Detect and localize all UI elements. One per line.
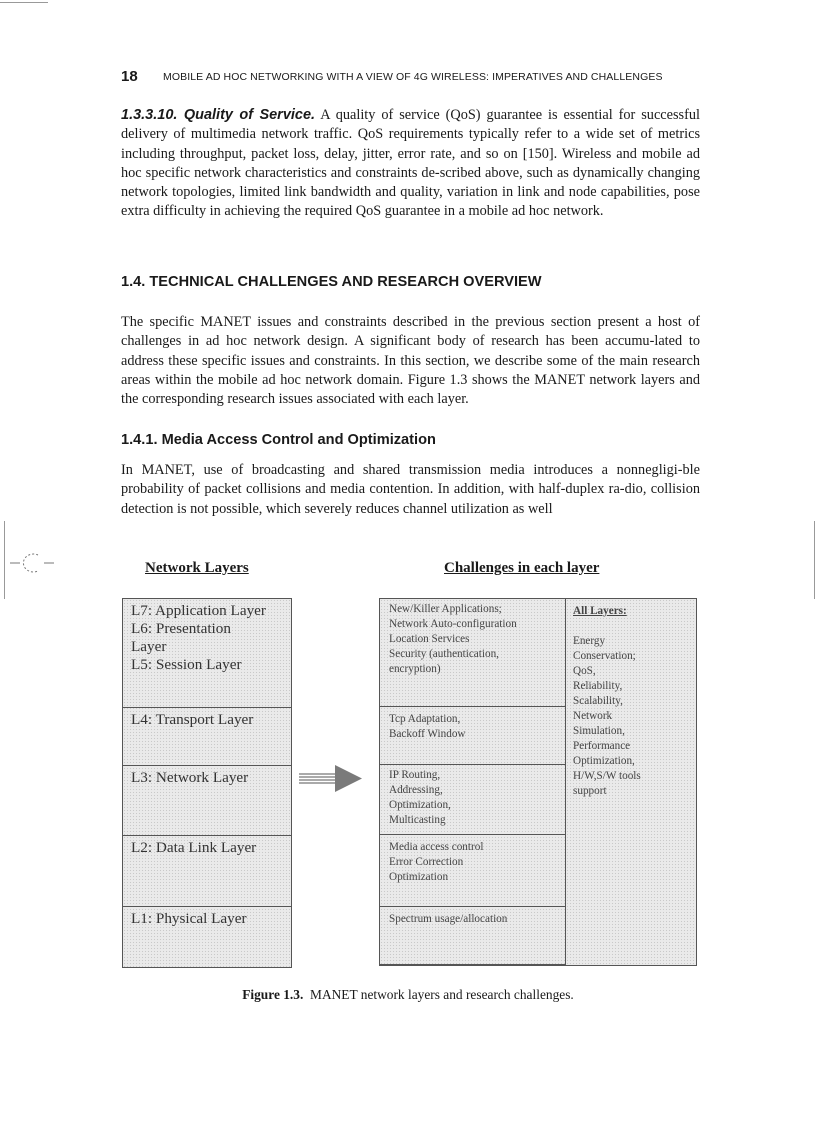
challenge-item: encryption): [389, 663, 441, 675]
qos-line: and quality, variation in link and node capabilities, pose extra difficulty in achieving the: [121, 184, 700, 220]
all-layers-column: [565, 599, 697, 965]
all-layers-item: Network: [573, 710, 613, 722]
all-layers-item: H/W,S/W tools: [573, 770, 641, 782]
section-paragraph: [121, 313, 700, 409]
layer-transport: L4: Transport Layer: [123, 708, 291, 766]
challenge-item: Network Auto-configuration: [389, 618, 517, 630]
section-line: lated to address these specific issues and constraints. In this section, we describe some of: [121, 333, 700, 369]
challenge-item: Spectrum usage/allocation: [389, 913, 508, 925]
qos-line: A quality of service (QoS) guarantee is essential for: [320, 107, 636, 123]
figure-caption-text: MANET network layers and research challenges.: [310, 987, 574, 1002]
challenge-item: Security (authentication,: [389, 648, 499, 660]
layer-data-link: L2: Data Link Layer: [123, 836, 291, 907]
challenge-item: Location Services: [389, 633, 470, 645]
challenge-item: Tcp Adaptation,: [389, 713, 461, 725]
all-layers-item: Simulation,: [573, 725, 625, 737]
challenge-item: IP Routing,: [389, 769, 441, 781]
subsection-heading: 1.4.1. Media Access Control and Optimization: [121, 432, 436, 448]
challenges-heading: Challenges in each layer: [444, 560, 600, 576]
crop-mark-top-left: [0, 2, 48, 3]
figure-caption: [0, 987, 816, 1003]
all-layers-item: Energy: [573, 635, 606, 647]
challenge-item: Optimization,: [389, 799, 451, 811]
challenge-item: Backoff Window: [389, 728, 466, 740]
challenge-item: Addressing,: [389, 784, 443, 796]
subsection-paragraph: [121, 461, 700, 519]
network-layers-heading: Network Layers: [145, 560, 249, 576]
challenge-item: Error Correction: [389, 856, 464, 868]
all-layers-item: Optimization,: [573, 755, 635, 767]
section-line: The specific MANET issues and constraints described in the previous section present a host: [121, 314, 682, 330]
crop-mark-right: [814, 521, 815, 599]
section-line: the main research areas within the mobile ad hoc network domain. Figure 1.3 shows the: [121, 352, 700, 388]
all-layers-item: Performance: [573, 740, 631, 752]
layer-network: L3: Network Layer: [123, 766, 291, 836]
qos-subsection-title: 1.3.3.10. Quality of Service.: [121, 107, 316, 123]
section-line: of challenges in ad hoc network design. A significant body of research has been accumu-: [121, 314, 700, 350]
all-layers-title: All Layers:: [573, 605, 627, 617]
all-layers-item: Conservation;: [573, 650, 636, 662]
qos-line: scribed above, such as dynamically changing network topologies, limited link bandwidth: [121, 164, 700, 201]
challenge-item: New/Killer Applications;: [389, 603, 502, 615]
challenges-network: [380, 765, 565, 835]
registration-mark-icon: [10, 551, 54, 575]
challenge-item: Multicasting: [389, 814, 446, 826]
challenge-item: Optimization: [389, 871, 449, 883]
all-layers-item: Reliability,: [573, 680, 623, 692]
layer-app-presentation-session: L7: Application Layer L6: Presentation Layer L5: Session Layer: [123, 599, 291, 708]
subsection-line: dio, collision detection is not possible, which severely reduces channel utilization as well: [121, 481, 700, 517]
figure-caption-label: Figure 1.3.: [242, 987, 304, 1002]
challenges-transport: [380, 707, 565, 765]
right-arrow-icon: [299, 764, 363, 794]
challenges-app-layers: [380, 599, 565, 707]
subsection-line: In MANET, use of broadcasting and shared transmission media introduces a nonnegligi-: [121, 462, 683, 478]
challenges-box: [379, 598, 697, 966]
crop-mark-left: [4, 521, 5, 599]
subsection-line: ble probability of packet collisions and media contention. In addition, with half-duplex ra-: [121, 462, 700, 498]
all-layers-item: support: [573, 785, 607, 797]
challenges-data-link: [380, 835, 565, 907]
challenges-physical: [380, 907, 565, 965]
qos-line: required QoS guarantee in a mobile ad hoc network.: [304, 203, 604, 220]
section-heading: 1.4. TECHNICAL CHALLENGES AND RESEARCH OVERVIEW: [121, 274, 542, 290]
qos-line: [150]. Wireless and mobile ad hoc specific network characteristics and constraints de-: [121, 145, 700, 181]
layer-physical: L1: Physical Layer: [131, 910, 247, 927]
running-header: [121, 68, 701, 88]
qos-line: successful delivery of multimedia network traffic. QoS requirements typically refer to a: [121, 107, 700, 143]
network-layers-box: [122, 598, 292, 968]
qos-paragraph: [121, 106, 700, 222]
challenge-item: Media access control: [389, 841, 484, 853]
running-title: MOBILE AD HOC NETWORKING WITH A VIEW OF 4G WIRELESS: IMPERATIVES AND CHALLENGES: [163, 71, 663, 83]
section-line: MANET network layers and the corresponding research issues associated with each layer.: [121, 371, 701, 408]
all-layers-item: QoS,: [573, 665, 596, 677]
page-number: 18: [121, 68, 138, 85]
qos-line: wide set of metrics including throughput, packet loss, delay, jitter, error rate, and so on: [121, 126, 701, 162]
all-layers-item: Scalability,: [573, 695, 623, 707]
